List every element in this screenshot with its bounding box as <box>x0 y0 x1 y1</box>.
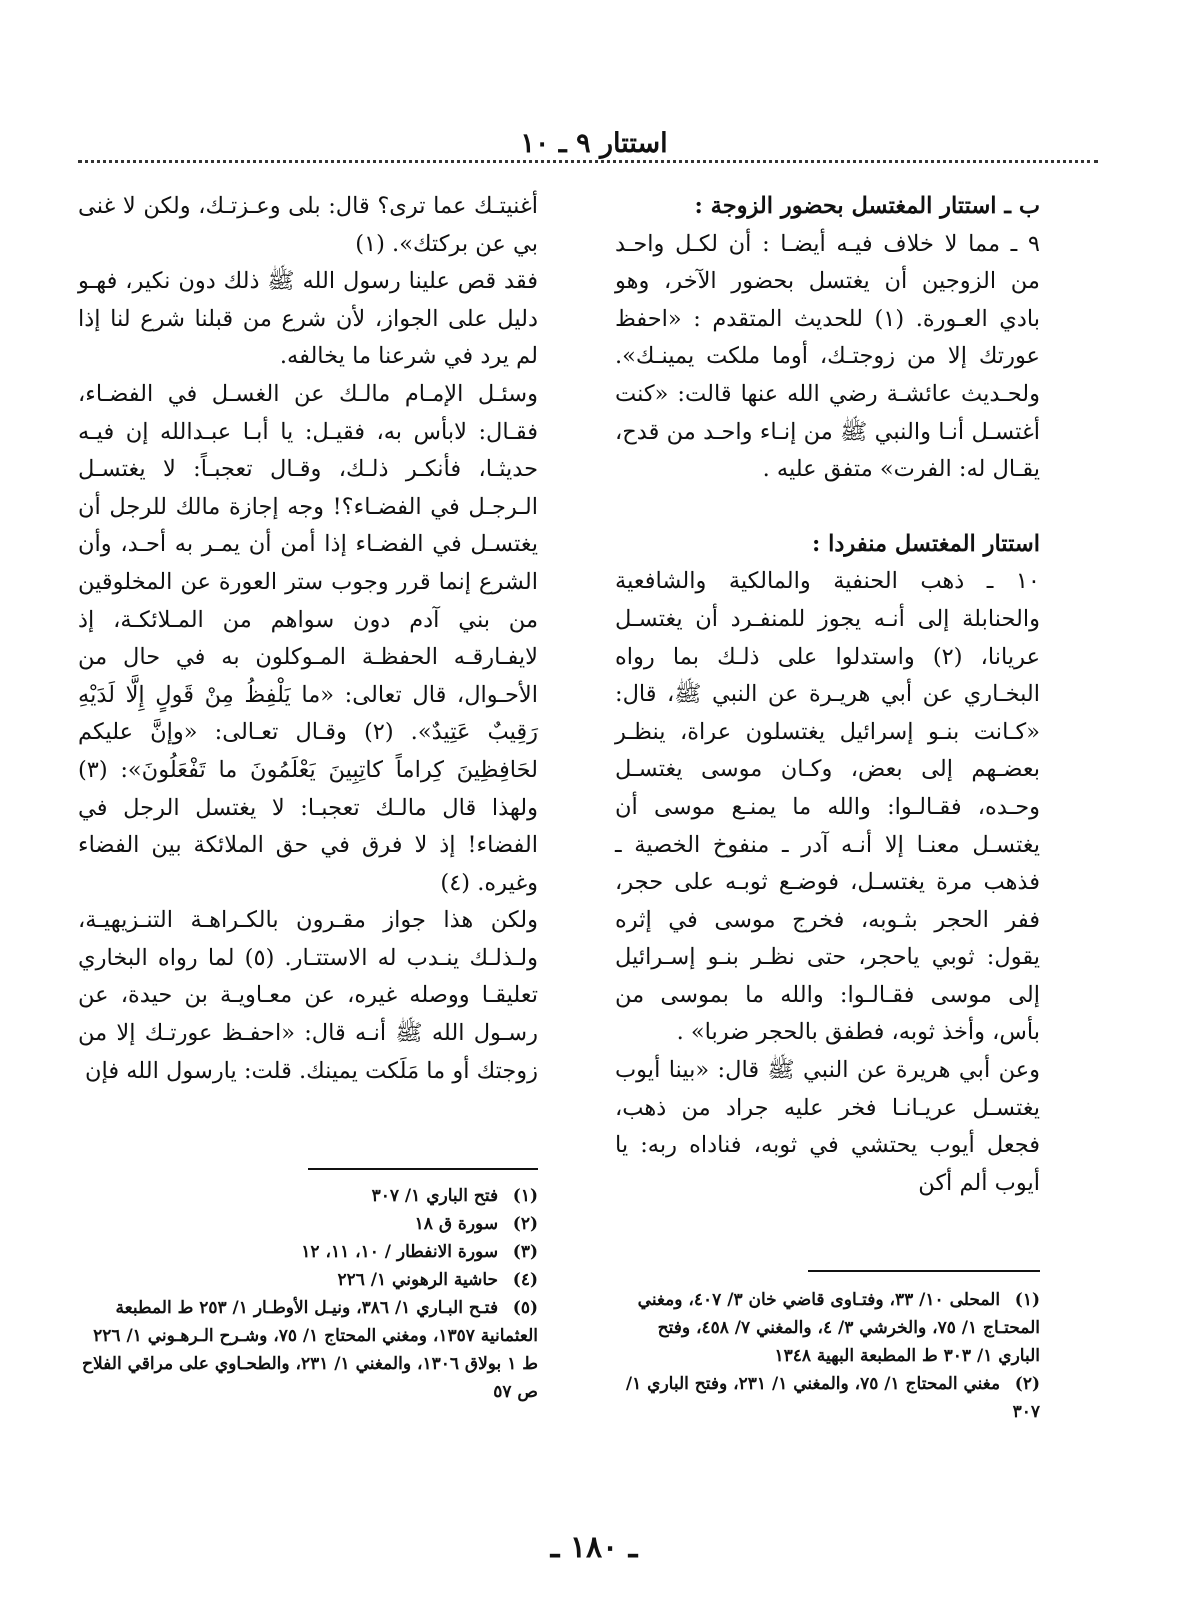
footnote-item: (٢) مغني المحتاج ١/ ٧٥، والمغني ١/ ٢٣١، وفتح الباري ١/ ٣٠٧ <box>625 1374 1040 1422</box>
paragraph-10: ١٠ ـ ذهب الحنفية والمالكية والشافعية والحنابلة إلى أنـه يجوز للمنفـرد أن يغتسـل عريانا، (٢) واستدلوا على ذلـك بما رواه البخـاري عن أبي هريـرة عن النبي ﷺ، قال: «كـانت بنـو إسرائيل يغتسلون عراة، ينظـر بعضـهم إلى بعض، وكـان موسى يغتسـل وحـده، فقـالـوا: والله ما يمنـع موسى أن يغتسـل معنـا إلا أنـه آدر ـ منفوخ الخصية ـ فذهب مرة يغتسـل، فوضـع ثوبـه على حجر، ففر الحجر بثـوبه، فخرج موسى في إثره يقول: ثوبي ياحجر، حتى نظـر بنـو إسـرائيل إلى موسى فقـالـوا: والله ما بموسى من بأس، وأخذ ثوبه، فطفق بالحجر ضربا» . <box>615 568 1040 1046</box>
footnote-item: (١) المحلى ١٠/ ٣٣، وفتـاوى قاضي خان ٣/ ٤٠٧، ومغني المحتـاج ١/ ٧٥، والخرشي ٣/ ٤، والمغني ٧/ ٤٥٨، وفتح الباري ١/ ٣٠٣ ط المطبعة البهية ١٣٤٨ <box>637 1290 1040 1366</box>
section-heading-wife: ب ـ استتار المغتسل بحضور الزوجة : <box>694 193 1040 219</box>
footnote-item: (١) فتح الباري ١/ ٣٠٧ <box>371 1186 538 1206</box>
paragraph-makruh: ولكن هذا جواز مقـرون بالكـراهـة التنـزيهيـة، ولـذلـك ينـدب له الاستتـار. (٥) لما رواه البخاري تعليقـا ووصله غيره، عن معـاويـة بن حيدة، عن رسـول الله ﷺ أنـه قال: «احفـظ عورتـك إلا من زوجتك أو ما مَلَكت يمينك. قلت: يارسول الله فإن <box>78 907 538 1084</box>
footnote-item: (٤) حاشية الرهوني ١/ ٢٢٦ <box>337 1270 538 1290</box>
footnotes-left <box>78 1182 538 1406</box>
left-column <box>78 188 538 1090</box>
paragraph-ayyub: وعن أبي هريرة عن النبي ﷺ قال: «بينا أيوب يغتسـل عريـانـا فخر عليه جراد من ذهب، فجعل أيوب يحتشي في ثوبه، فناداه ربه: يا أيوب ألم أكن <box>615 1057 1040 1196</box>
header-dotted-rule <box>78 160 1098 163</box>
footnote-item: (٣) سورة الانفطار / ١٠، ١١، ١٢ <box>301 1242 538 1262</box>
footnote-item: (٢) سورة ق ١٨ <box>414 1214 538 1234</box>
footnote-rule-right <box>808 1270 1040 1272</box>
paragraph-continuation: أغنيتـك عما ترى؟ قال: بلى وعـزتـك، ولكن لا غنى بي عن بركتك». (١) <box>78 193 538 257</box>
spacer <box>615 489 1040 526</box>
page-number: ـ ١٨٠ ـ <box>550 1530 638 1565</box>
running-header: استتار ٩ ـ ١٠ <box>520 128 668 159</box>
paragraph-9: ٩ ـ مما لا خلاف فيـه أيضـا : أن لكـل واحـد من الزوجين أن يغتسل بحضور الآخر، وهو بادي العـورة. (١) للحديث المتقدم : «احفظ عورتك إلا من زوجتـك، أوما ملكت يمينـك». ولحـديث عائشـة رضي الله عنها قالت: «كنت أغتسـل أنـا والنبي ﷺ من إنـاء واحـد من قدح، يقـال له: الفرت» متفق عليه . <box>615 230 1040 483</box>
paragraph-malik: وسئـل الإمـام مالـك عن الغسـل في الفضـاء، فقـال: لابأس به، فقيـل: يا أبـا عبـدالله إن فيـه حديثـا، فأنكـر ذلـك، وقـال تعجبـاً: لا يغتسـل الـرجـل في الفضـاء؟! وجه إجازة مالك للرجل أن يغتسـل في الفضـاء إذا أمن أن يمـر به أحـد، وأن الشرع إنما قرر وجوب ستر العورة عن المخلوقين من بني آدم دون سواهم من المـلائكـة، إذ لايفـارقـه الحفظـة المـوكلون به في حال من الأحـوال، قال تعالى: «ما يَلْفِظُ مِنْ قَولٍ إِلَّا لَدَيْهِ رَقِيبٌ عَتِيدٌ». (٢) وقـال تعـالى: «وإنَّ عليكم لحَافِظِينَ كِراماً كاتِبِينَ يَعْلَمُونَ ما تَفْعَلُونَ»: (٣) ولهذا قال مالـك تعجبـا: لا يغتسل الرجل في الفضاء! إذ لا فرق في حق الملائكة بين الفضاء وغيره. (٤) <box>78 380 538 896</box>
section-heading-alone: استتار المغتسل منفردا : <box>812 530 1040 557</box>
paragraph-ruling: فقد قص علينا رسول الله ﷺ ذلك دون نكير، فهـو دليل على الجواز، لأن شرع من قبلنا شرع لنا إذا لم يرد في شرعنا ما يخالفه. <box>78 268 538 370</box>
footnote-rule-left <box>308 1168 538 1170</box>
right-column <box>615 188 1040 1202</box>
footnotes-right <box>615 1286 1040 1426</box>
footnote-item: (٥) فتـح البـاري ١/ ٣٨٦، ونيـل الأوطـار ١/ ٢٥٣ ط المطبعة العثمانية ١٣٥٧، ومغني المحتاج ١/ ٧٥، وشـرح الـرهـوني ١/ ٢٢٦ ط ١ بولاق ١٣٠٦، والمغني ١/ ٢٣١، والطحـاوي على مراقي الفلاح ص ٥٧ <box>82 1298 538 1402</box>
